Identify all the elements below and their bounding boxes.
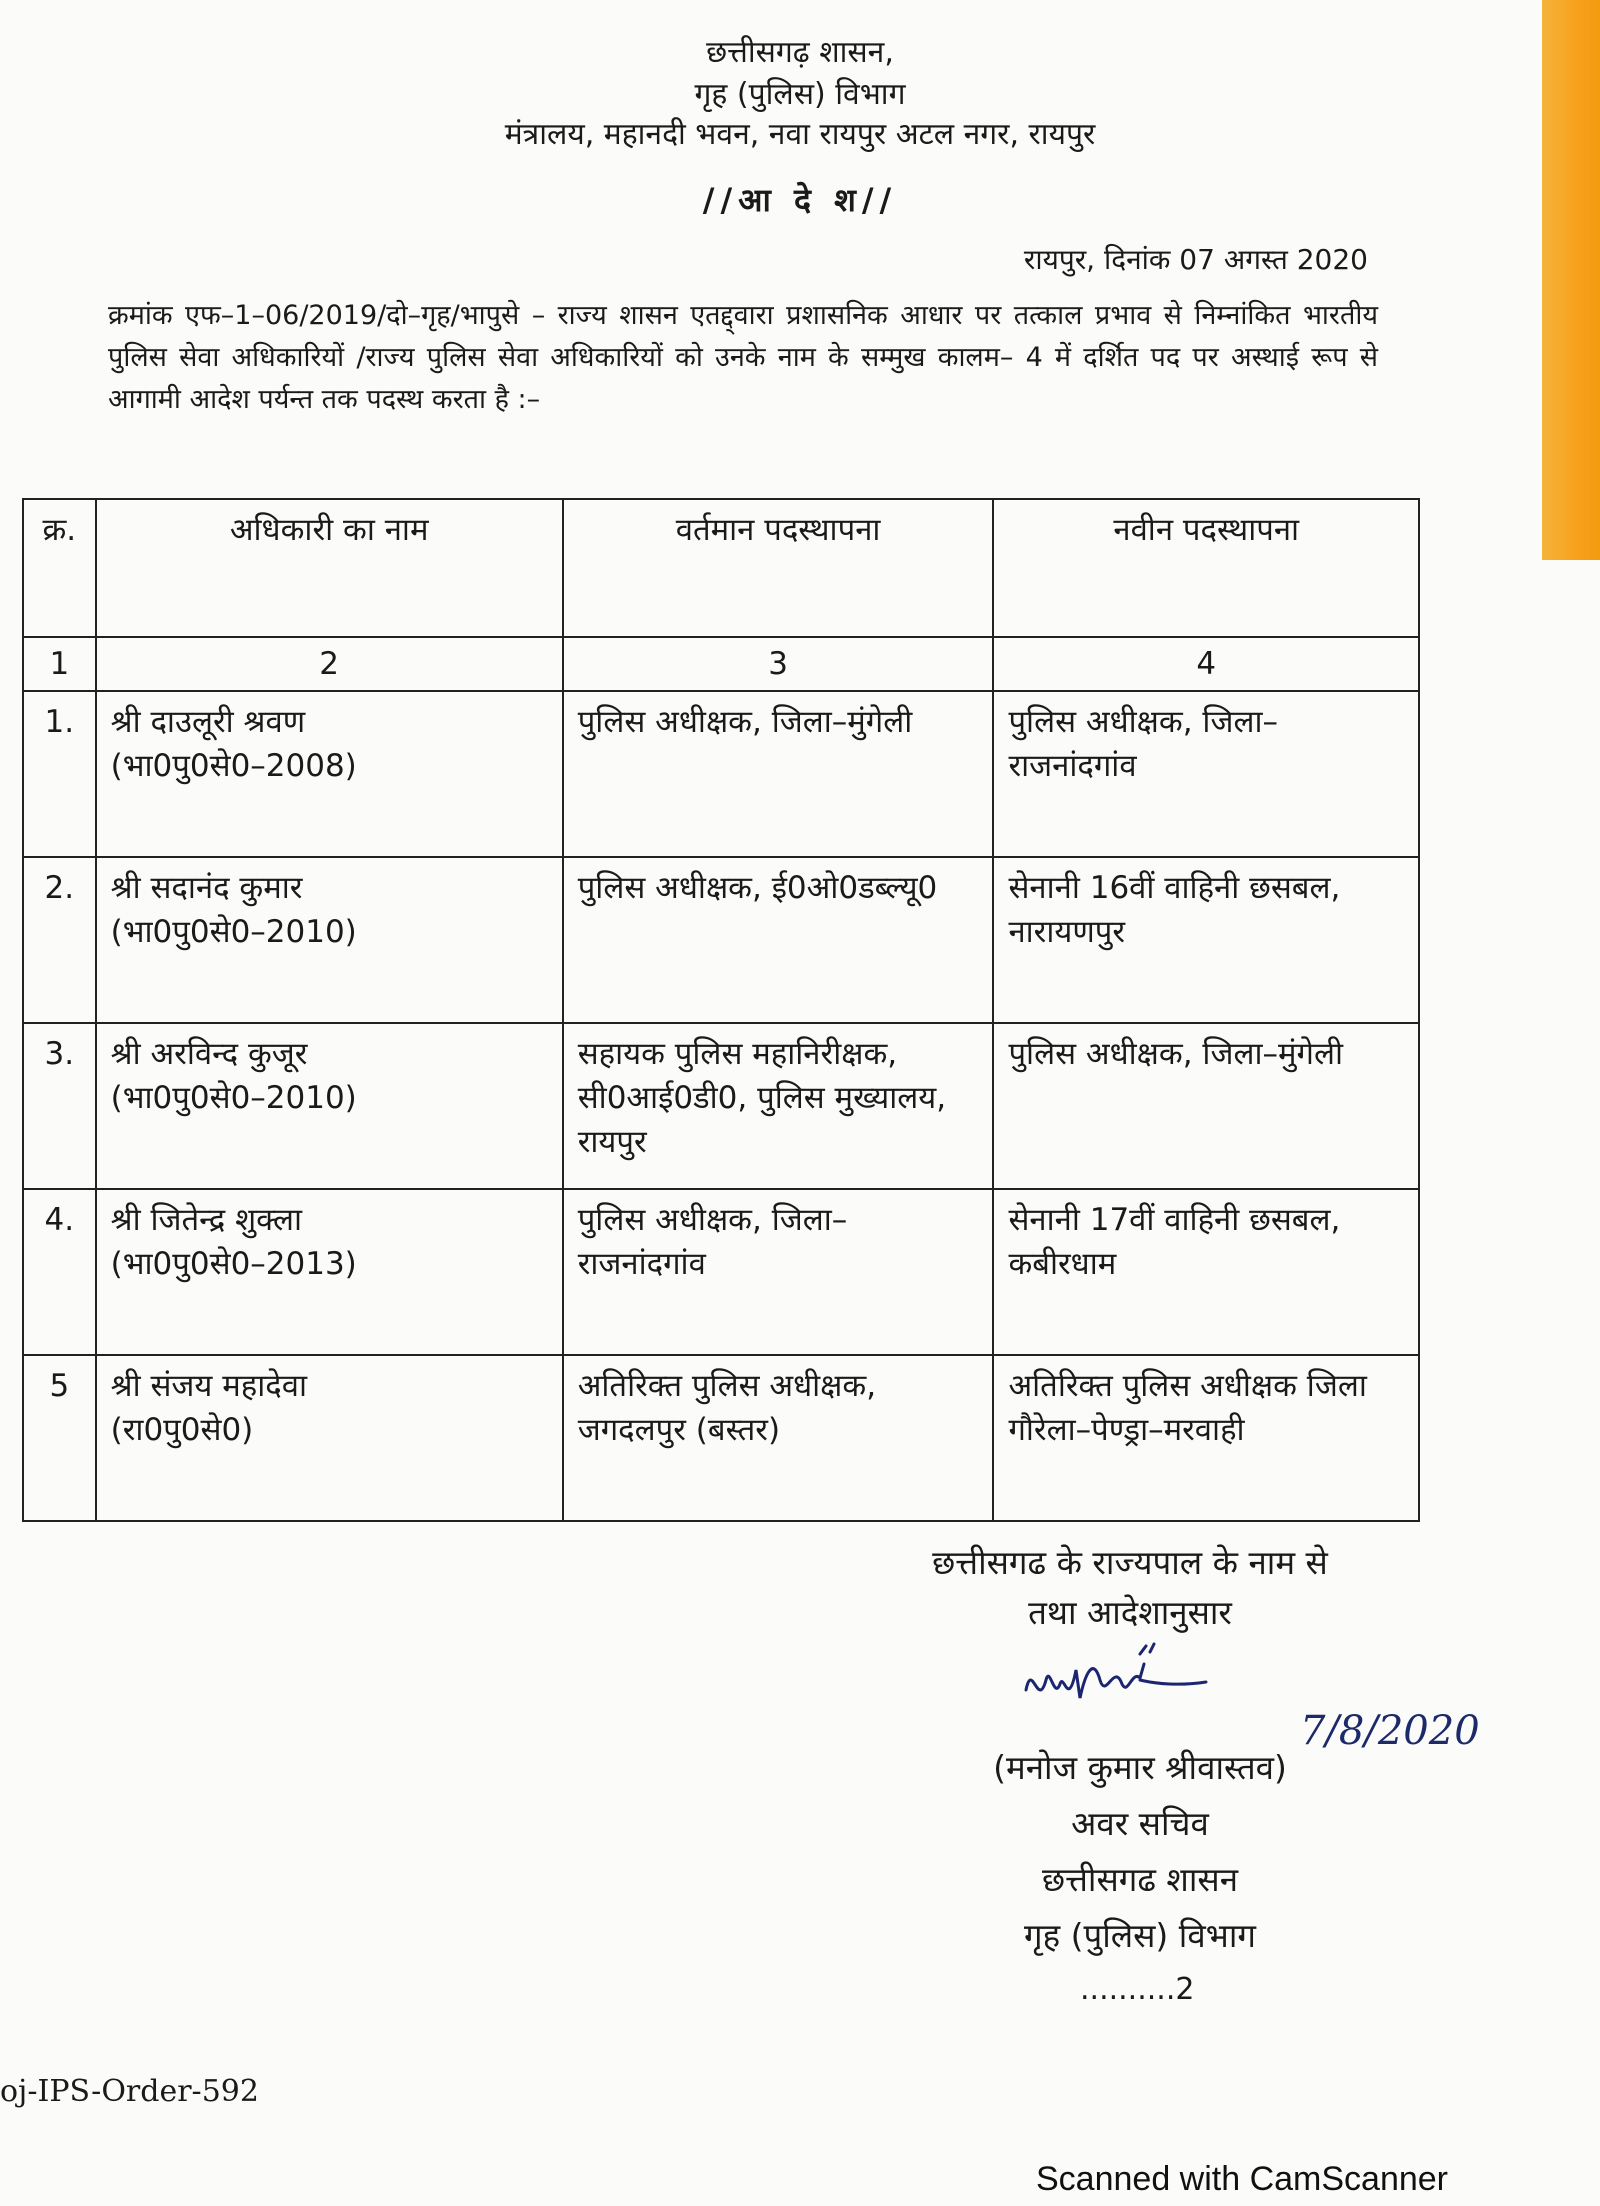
col-number-4: 4 xyxy=(993,637,1419,691)
header-serial: क्र. xyxy=(23,499,96,637)
page-number: ..........2 xyxy=(1080,1972,1195,2007)
officer-cell xyxy=(96,691,563,857)
row-serial: 5 xyxy=(23,1355,96,1521)
current-posting: पुलिस अधीक्षक, जिला– राजनांदगांव xyxy=(563,1189,994,1355)
officer-service: (भा0पु0से0–2013) xyxy=(110,1246,357,1282)
row-serial: 3. xyxy=(23,1023,96,1189)
scanner-watermark: Scanned with CamScanner xyxy=(1036,2160,1449,2198)
officer-name: श्री जितेन्द्र शुक्ला xyxy=(110,1202,303,1238)
table-row xyxy=(23,1023,1419,1189)
new-posting: अतिरिक्त पुलिस अधीक्षक जिला गौरेला–पेण्ड्रा–मरवाही xyxy=(993,1355,1419,1521)
row-serial: 4. xyxy=(23,1189,96,1355)
row-serial: 2. xyxy=(23,857,96,1023)
footer-reference: oj-IPS-Order-592 xyxy=(0,2074,259,2109)
new-posting: पुलिस अधीक्षक, जिला–राजनांदगांव xyxy=(993,691,1419,857)
officer-service: (रा0पु0से0) xyxy=(110,1412,254,1448)
officer-cell xyxy=(96,857,563,1023)
header-officer-name: अधिकारी का नाम xyxy=(96,499,563,637)
signatory-org-1: छत्तीसगढ शासन xyxy=(1041,1860,1239,1899)
current-posting: अतिरिक्त पुलिस अधीक्षक, जगदलपुर (बस्तर) xyxy=(563,1355,994,1521)
current-posting: पुलिस अधीक्षक, जिला–मुंगेली xyxy=(563,691,994,857)
signatory-org-2: गृह (पुलिस) विभाग xyxy=(1023,1916,1257,1955)
col-number-2: 2 xyxy=(96,637,563,691)
officer-service: (भा0पु0से0–2010) xyxy=(110,914,357,950)
signatory-designation: अवर सचिव xyxy=(1071,1804,1209,1843)
posting-table xyxy=(22,498,1420,1522)
header-current-posting: वर्तमान पदस्थापना xyxy=(563,499,994,637)
table-row xyxy=(23,857,1419,1023)
authority-statement xyxy=(840,1538,1420,1638)
letterhead-line-2: गृह (पुलिस) विभाग xyxy=(694,77,906,112)
letterhead-line-1: छत्तीसगढ़ शासन, xyxy=(706,35,894,70)
current-posting: सहायक पुलिस महानिरीक्षक, सी0आई0डी0, पुलिस मुख्यालय, रायपुर xyxy=(563,1023,994,1189)
officer-service: (भा0पु0से0–2010) xyxy=(110,1080,357,1116)
new-posting: सेनानी 17वीं वाहिनी छसबल, कबीरधाम xyxy=(993,1189,1419,1355)
current-posting: पुलिस अधीक्षक, ई0ओ0डब्ल्यू0 xyxy=(563,857,994,1023)
row-serial: 1. xyxy=(23,691,96,857)
column-number-row xyxy=(23,637,1419,691)
officer-service: (भा0पु0से0–2008) xyxy=(110,748,357,784)
table-row xyxy=(23,691,1419,857)
table-header-row xyxy=(23,499,1419,637)
signatory-block xyxy=(900,1740,1380,1964)
signatory-name: (मनोज कुमार श्रीवास्तव) xyxy=(993,1748,1287,1787)
order-heading: //आ दे श// xyxy=(702,181,898,219)
order-date: रायपुर, दिनांक 07 अगस्त 2020 xyxy=(1023,243,1368,276)
order-paragraph: क्रमांक एफ–1–06/2019/दो–गृह/भापुसे – राज्य शासन एतद्द्वारा प्रशासनिक आधार पर तत्काल प्रभाव से निम्नांकित भारतीय पुलिस सेवा अधिकारियों /राज्य पुलिस सेवा अधिकारियों को उनके नाम के सम्मुख कालम– 4 में दर्शित पद पर अस्थाई रूप से आगामी आदेश पर्यन्त तक पदस्थ करता है :– xyxy=(108,300,1378,415)
officer-name: श्री अरविन्द कुजूर xyxy=(110,1036,308,1072)
table-row xyxy=(23,1189,1419,1355)
officer-name: श्री संजय महादेवा xyxy=(110,1368,308,1404)
handwritten-signature xyxy=(1020,1640,1210,1730)
authority-line-2: तथा आदेशानुसार xyxy=(1028,1593,1232,1632)
new-posting: सेनानी 16वीं वाहिनी छसबल, नारायणपुर xyxy=(993,857,1419,1023)
header-new-posting: नवीन पदस्थापना xyxy=(993,499,1419,637)
officer-cell xyxy=(96,1355,563,1521)
officer-cell xyxy=(96,1023,563,1189)
officer-name: श्री सदानंद कुमार xyxy=(110,870,303,906)
letterhead-line-3: मंत्रालय, महानदी भवन, नवा रायपुर अटल नगर, रायपुर xyxy=(504,117,1096,152)
new-posting: पुलिस अधीक्षक, जिला–मुंगेली xyxy=(993,1023,1419,1189)
officer-name: श्री दाउलूरी श्रवण xyxy=(110,704,306,740)
officer-cell xyxy=(96,1189,563,1355)
authority-line-1: छत्तीसगढ के राज्यपाल के नाम से xyxy=(932,1543,1328,1582)
handwritten-date: 7/8/2020 xyxy=(1300,1708,1480,1754)
col-number-3: 3 xyxy=(563,637,994,691)
table-row xyxy=(23,1355,1419,1521)
col-number-1: 1 xyxy=(23,637,96,691)
